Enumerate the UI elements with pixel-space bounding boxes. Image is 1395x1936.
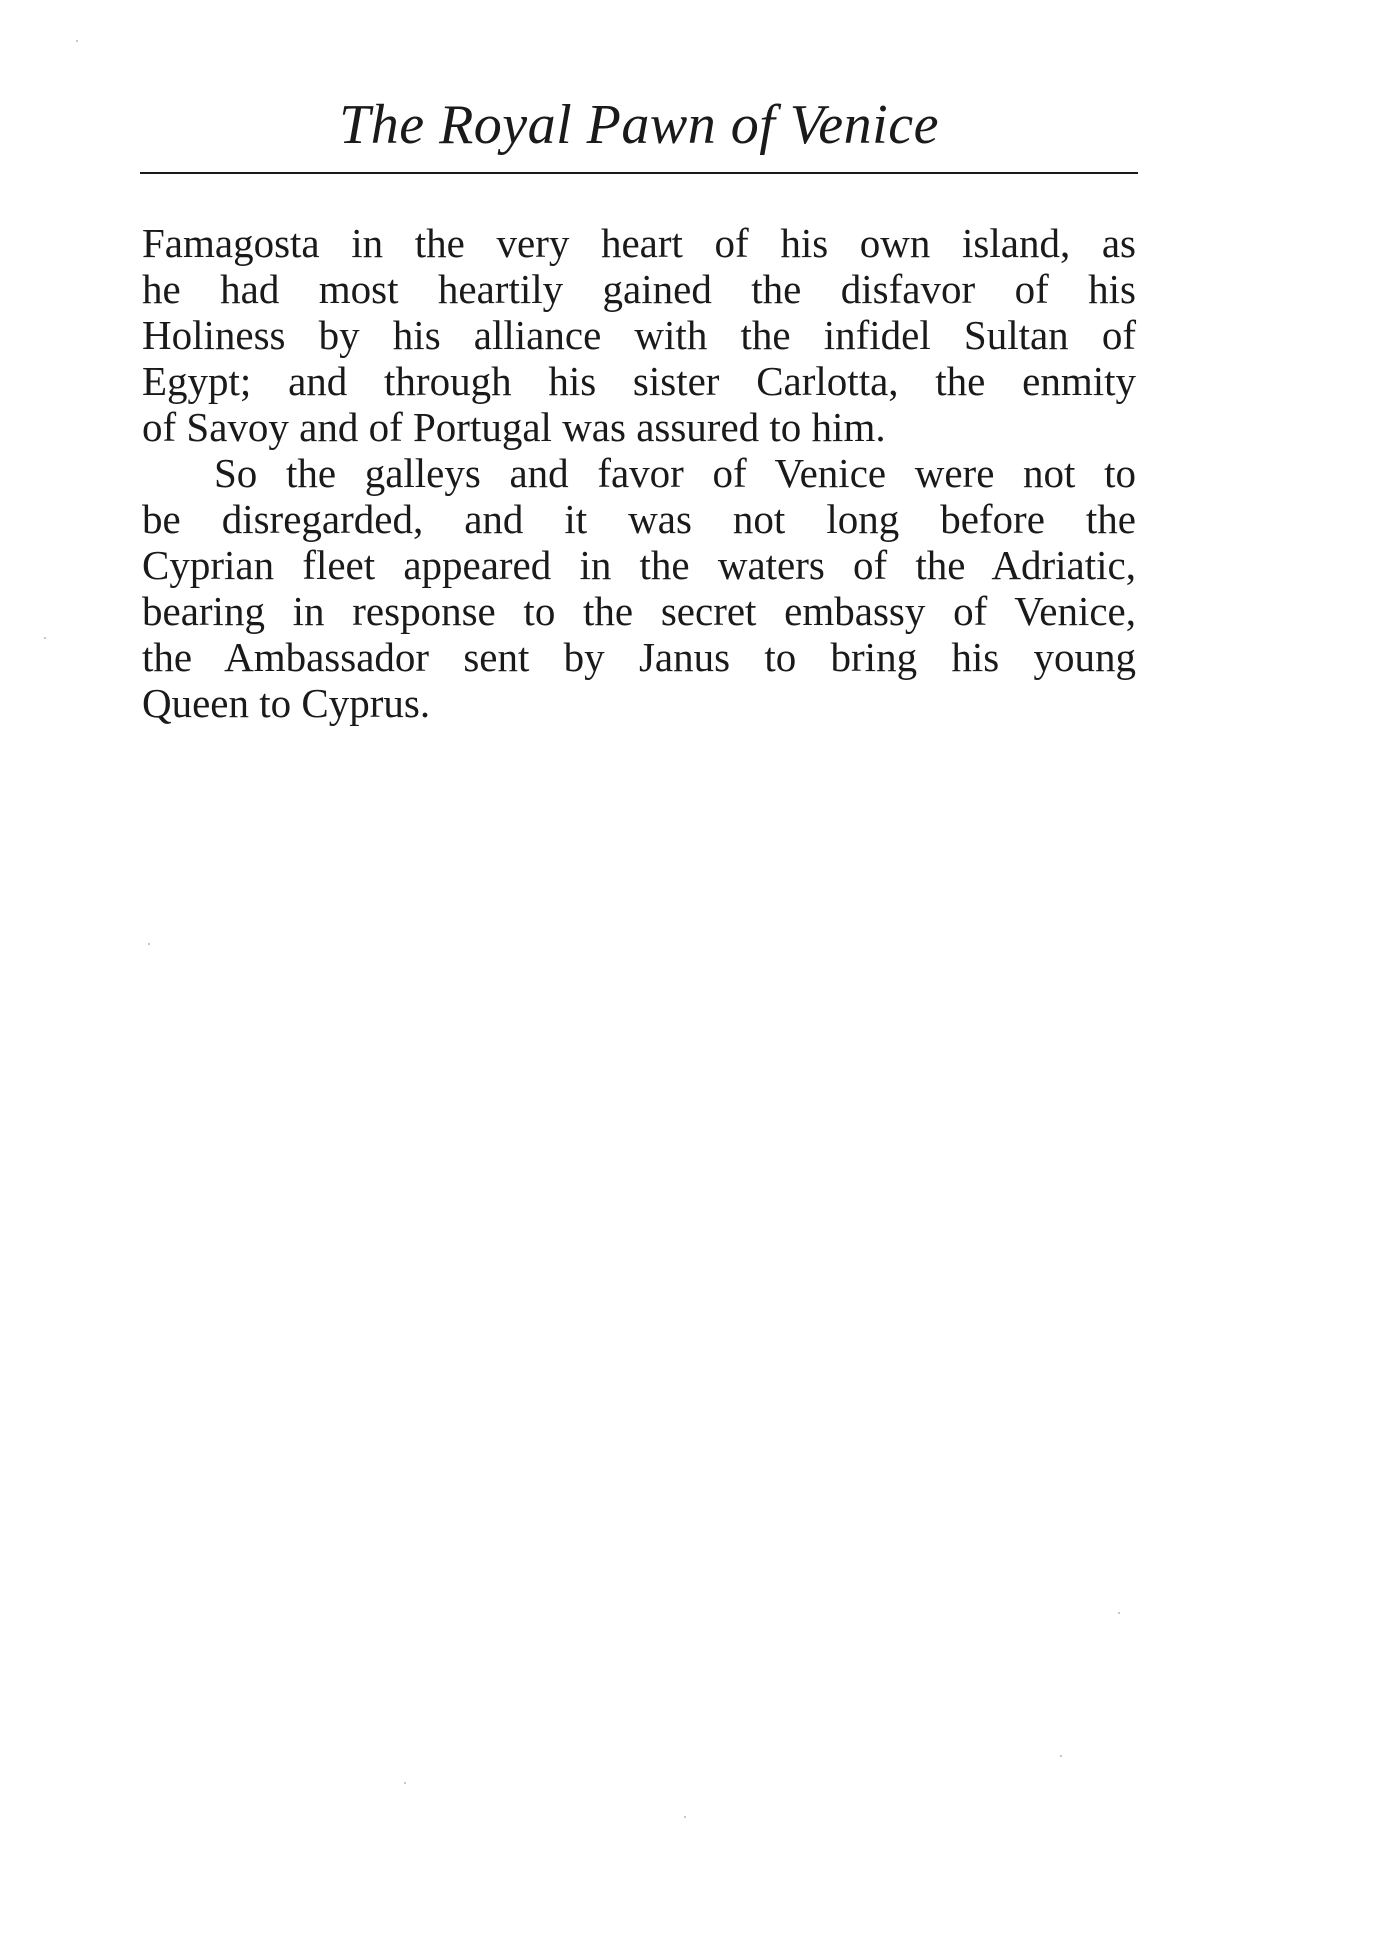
text-line: Queen to Cyprus. <box>142 680 431 726</box>
scan-speck <box>1060 1755 1062 1757</box>
header-rule <box>140 172 1138 174</box>
scan-speck <box>76 40 78 42</box>
text-line: the Ambassador sent by Janus to bring his young <box>142 634 1136 680</box>
text-line: of Savoy and of Portugal was assured to him. <box>142 404 886 450</box>
text-line: So the galleys and favor of Venice were not to <box>214 450 1136 496</box>
scan-speck <box>44 637 46 639</box>
paragraph-1 <box>142 220 1136 450</box>
running-head: The Royal Pawn of Venice <box>339 94 939 156</box>
text-line: Cyprian fleet appeared in the waters of the Adriatic, <box>142 542 1136 588</box>
text-line: Holiness by his alliance with the infidel Sultan of <box>142 312 1136 358</box>
scan-speck <box>684 1816 686 1818</box>
body-text <box>142 220 1136 726</box>
text-line: Famagosta in the very heart of his own island, as <box>142 220 1136 266</box>
text-line: be disregarded, and it was not long before the <box>142 496 1136 542</box>
scan-speck <box>1118 1612 1120 1614</box>
text-line: Egypt; and through his sister Carlotta, the enmity <box>142 358 1136 404</box>
scan-speck <box>148 943 150 945</box>
text-line: he had most heartily gained the disfavor of his <box>142 266 1136 312</box>
scan-speck <box>404 1782 406 1784</box>
text-line: bearing in response to the secret embassy of Venice, <box>142 588 1136 634</box>
paragraph-2 <box>142 450 1136 726</box>
